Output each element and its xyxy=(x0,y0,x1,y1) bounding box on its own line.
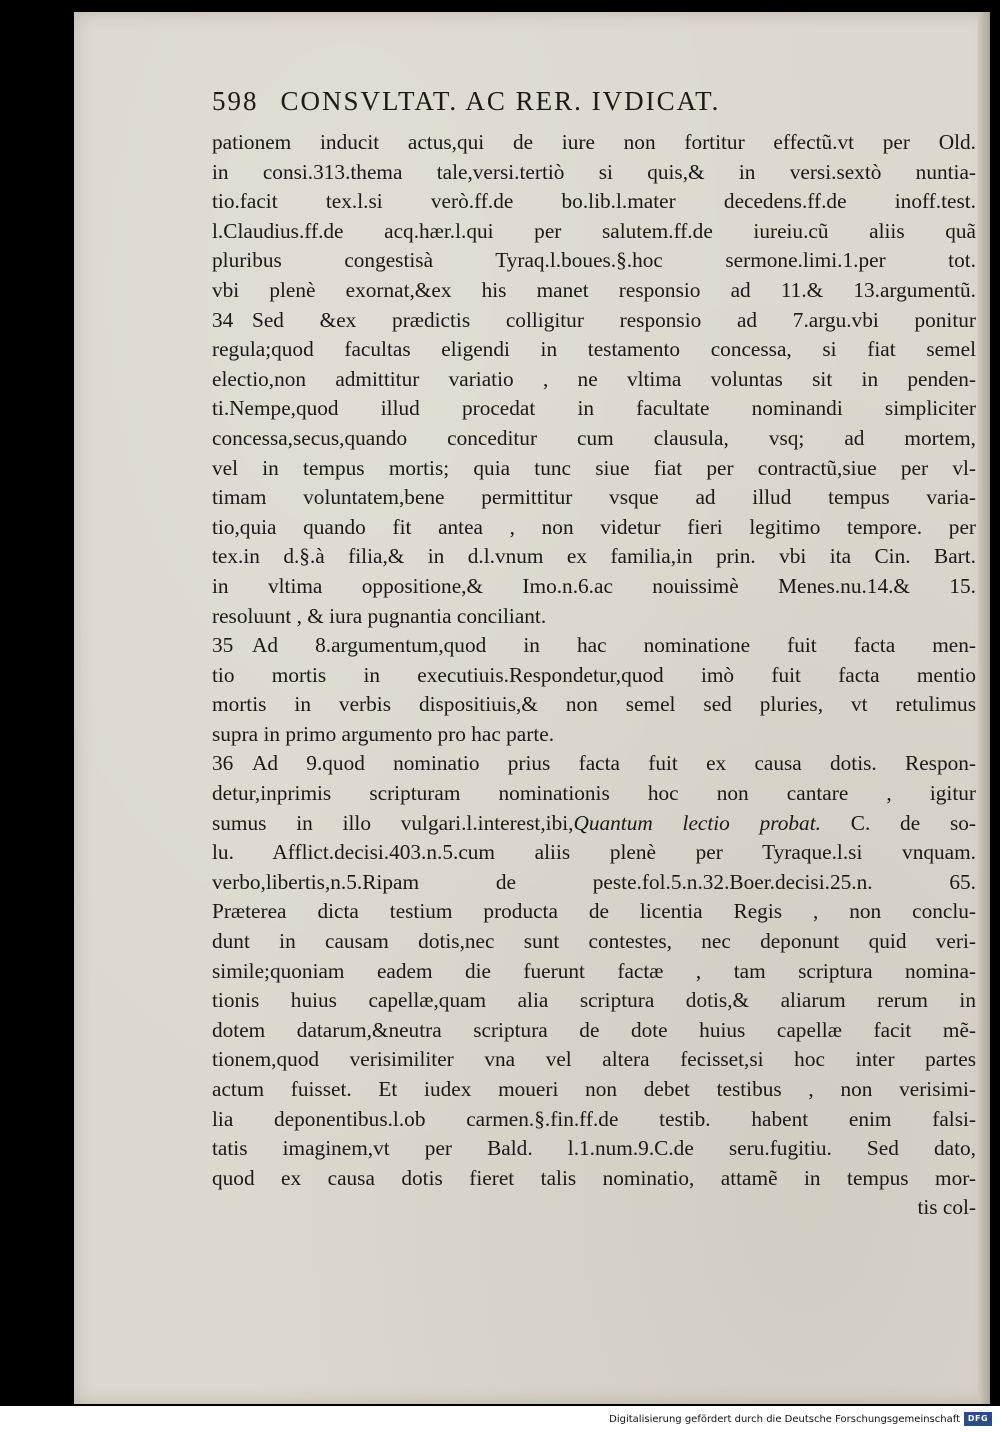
text-line xyxy=(212,602,976,632)
text-line xyxy=(212,276,976,306)
line-text-tail: C. de so- xyxy=(820,810,976,835)
line-text: simile;quoniam eadem die fuerunt factæ , tam scriptura nomina- xyxy=(212,958,976,983)
line-text: detur,inprimis scripturam nominationis hoc non cantare , igitur xyxy=(212,781,976,806)
text-line xyxy=(212,749,976,779)
running-title: CONSVLTAT. AC RER. IVDICAT. xyxy=(280,86,721,116)
line-text: lu. Afflict.decisi.403.n.5.cum aliis plenè per Tyraque.l.si vnquam. xyxy=(212,840,976,865)
paragraph-number: 36 xyxy=(212,751,234,776)
text-line xyxy=(212,158,976,188)
text-line xyxy=(212,454,976,484)
text-line xyxy=(212,720,976,750)
text-line xyxy=(212,690,976,720)
text-line xyxy=(212,513,976,543)
line-text: timam voluntatem,bene permittitur vsque ad illud tempus varia- xyxy=(212,485,976,510)
line-text: vbi plenè exornat,&ex his manet responsio ad 11.& 13.argumentũ. xyxy=(212,277,976,302)
text-line xyxy=(212,335,976,365)
line-text: mortis in verbis dispositiuis,& non semel sed pluries, vt retulimus xyxy=(212,692,976,717)
text-line xyxy=(212,868,976,898)
text-block xyxy=(212,128,976,1223)
line-text: tionem,quod verisimiliter vna vel altera fecisset,si hoc inter partes xyxy=(212,1047,976,1072)
line-text: dunt in causam dotis,nec sunt contestes, nec deponunt quid veri- xyxy=(212,929,976,954)
line-text: regula;quod facultas eligendi in testamento concessa, si fiat semel xyxy=(212,337,976,362)
paragraph-number: 35 xyxy=(212,633,234,658)
line-text: ti.Nempe,quod illud procedat in facultate nominandi simpliciter xyxy=(212,396,976,421)
catchword: tis col- xyxy=(917,1195,976,1220)
line-text: pationem inducit actus,qui de iure non fortitur effectũ.vt per Old. xyxy=(212,130,976,154)
paragraph-number: 34 xyxy=(212,307,234,332)
line-text: sumus in illo vulgari.l.interest,ibi, xyxy=(212,810,574,835)
text-line xyxy=(212,217,976,247)
page-number: 598 xyxy=(212,86,259,116)
dfg-logo: DFG xyxy=(964,1412,992,1426)
line-text: tionis huius capellæ,quam alia scriptura dotis,& aliarum rerum in xyxy=(212,988,976,1013)
text-line xyxy=(212,246,976,276)
italic-quote: Quantum lectio probat. xyxy=(573,810,821,835)
line-text: dotem datarum,&neutra scriptura de dote huius capellæ facit mẽ- xyxy=(212,1017,976,1042)
line-text: tex.in d.§.à filia,& in d.l.vnum ex familia,in prin. vbi ita Cin. Bart. xyxy=(212,544,976,569)
line-text: actum fuisset. Et iudex moueri non debet testibus , non verisimi- xyxy=(212,1077,976,1101)
line-text: in consi.313.thema tale,versi.tertiò si quis,& in versi.sextò nuntia- xyxy=(212,159,976,184)
text-line xyxy=(212,986,976,1016)
text-line xyxy=(212,572,976,602)
line-text: lia deponentibus.l.ob carmen.§.fin.ff.de testib. habent enim falsi- xyxy=(212,1106,976,1131)
line-text: in vltima oppositione,& Imo.n.6.ac nouissimè Menes.nu.14.& 15. xyxy=(212,573,976,598)
text-line xyxy=(212,1016,976,1046)
page-edge xyxy=(978,12,990,1404)
text-line xyxy=(212,483,976,513)
funding-notice: Digitalisierung gefördert durch die Deutsche Forschungsgemeinschaft xyxy=(609,1414,960,1425)
text-line xyxy=(212,128,976,158)
text-line xyxy=(212,424,976,454)
line-text: l.Claudius.ff.de acq.hær.l.qui per salutem.ff.de iureiu.cũ aliis quã xyxy=(212,218,976,243)
line-text: supra in primo argumento pro hac parte. xyxy=(212,721,555,746)
line-text: Ad 9.quod nominatio prius facta fuit ex causa dotis. Respon- xyxy=(252,751,976,776)
line-text: resoluunt , & iura pugnantia conciliant. xyxy=(212,603,547,628)
text-line xyxy=(212,897,976,927)
line-text: verbo,libertis,n.5.Ripam de peste.fol.5.n.32.Boer.decisi.25.n. 65. xyxy=(212,869,976,894)
line-text: Sed &ex prædictis colligitur responsio ad 7.argu.vbi ponitur xyxy=(252,307,976,332)
text-line xyxy=(212,365,976,395)
text-line xyxy=(212,394,976,424)
text-line xyxy=(212,661,976,691)
line-text: electio,non admittitur variatio , ne vltima voluntas sit in penden- xyxy=(212,366,976,391)
text-line xyxy=(212,1075,976,1105)
text-line xyxy=(212,542,976,572)
text-line xyxy=(212,187,976,217)
line-text: tio mortis in executiuis.Respondetur,quod imò fuit facta mentio xyxy=(212,662,976,687)
line-text: vel in tempus mortis; quia tunc siue fiat per contractũ,siue per vl- xyxy=(212,455,976,480)
text-line xyxy=(212,957,976,987)
text-line xyxy=(212,927,976,957)
text-line xyxy=(212,1105,976,1135)
running-head xyxy=(212,86,912,117)
line-text: tio.facit tex.l.si verò.ff.de bo.lib.l.mater decedens.ff.de inoff.test. xyxy=(212,189,976,214)
text-line xyxy=(212,1164,976,1194)
line-text: quod ex causa dotis fieret talis nominatio, attamẽ in tempus mor- xyxy=(212,1165,976,1190)
text-line xyxy=(212,1045,976,1075)
line-text: pluribus congestisà Tyraq.l.boues.§.hoc sermone.limi.1.per tot. xyxy=(212,248,976,273)
line-text: Ad 8.argumentum,quod in hac nominatione fuit facta men- xyxy=(252,633,976,658)
line-text: tatis imaginem,vt per Bald. l.1.num.9.C.de seru.fugitiu. Sed dato, xyxy=(212,1136,976,1161)
text-line xyxy=(212,631,976,661)
text-line xyxy=(212,809,976,839)
text-line xyxy=(212,838,976,868)
footer-bar xyxy=(0,1406,1000,1433)
text-line xyxy=(212,779,976,809)
text-line xyxy=(212,1134,976,1164)
text-line xyxy=(212,306,976,336)
line-text: tio,quia quando fit antea , non videtur fieri legitimo tempore. per xyxy=(212,514,976,539)
line-text: Præterea dicta testium producta de licentia Regis , non conclu- xyxy=(212,899,976,924)
line-text: concessa,secus,quando conceditur cum clausula, vsq; ad mortem, xyxy=(212,425,976,450)
